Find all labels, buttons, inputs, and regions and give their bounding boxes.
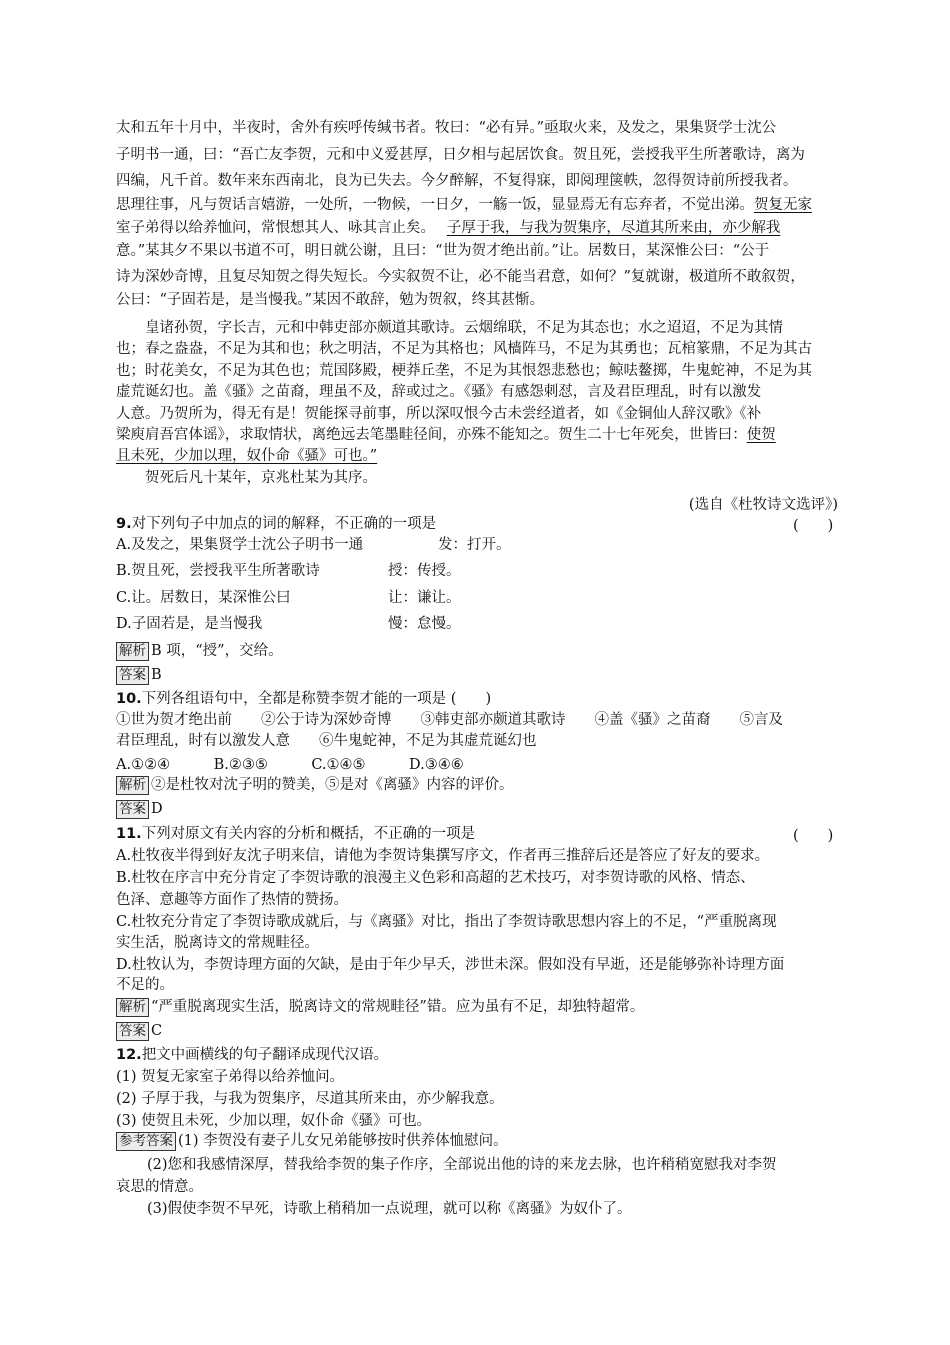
passage-line: 人意。乃贺所为，得无有是！贺能探寻前事，所以深叹恨今古未尝经道者，如《金铜仙人辞汉歌》《补 <box>116 406 762 422</box>
passage-line: 贺死后凡十某年，京兆杜某为其序。 <box>145 470 377 486</box>
option-c: C.让。居数日，某深惟公曰 让：谦让。 <box>116 590 461 606</box>
analysis-label: 解析 <box>116 998 149 1017</box>
question-12-item: (2) 子厚于我，与我为贺集序，尽道其所来由，亦少解我意。 <box>116 1091 504 1107</box>
passage-line: 虚荒诞幻也。盖《骚》之苗裔，理虽不及，辞或过之。《骚》有感怨刺怼，言及君臣理乱，时有以激发 <box>116 384 762 400</box>
analysis-11: 解析 “严重脱离现实生活，脱离诗文的常规畦径”错。应为虽有不足，却独特超常。 <box>116 997 828 1017</box>
question-10-items: ①世为贺才绝出前 ②公于诗为深妙奇博 ③韩吏部亦颇道其歌诗 ④盖《骚》之苗裔 ⑤言及 <box>116 712 783 728</box>
option-d: 不足的。 <box>116 977 174 993</box>
option-c: C.杜牧充分肯定了李贺诗歌成就后，与《离骚》对比，指出了李贺诗歌思想内容上的不足，“严重脱离现 <box>116 914 777 930</box>
passage-line: 梁庾肩吾宫体谣》，求取情状，离绝远去笔墨畦径间，亦殊不能知之。贺生二十七年死矣，世皆曰：使贺 <box>116 427 776 443</box>
underlined-sentence: 使贺 <box>746 427 776 443</box>
passage-line: 思理往事，凡与贺话言嬉游，一处所，一物候，一日夕，一觞一饭，显显焉无有忘弃者，不觉出涕。贺复无家 <box>116 197 812 213</box>
analysis-label: 解析 <box>116 776 149 795</box>
answer-label: 答案 <box>116 666 149 685</box>
option-a: A.及发之，果集贤学士沈公子明书一通 发：打开。 <box>116 537 511 553</box>
answer-10: 答案 D <box>116 799 828 819</box>
question-12-item: (1) 贺复无家室子弟得以给养恤问。 <box>116 1069 345 1085</box>
question-12-item: (3) 使贺且未死，少加以理，奴仆命《骚》可也。 <box>116 1113 432 1129</box>
passage-line: 皇诸孙贺，字长吉，元和中韩吏部亦颇道其歌诗。云烟绵联，不足为其态也；水之迢迢，不足为其情 <box>145 320 783 336</box>
passage-line: 也；春之盎盎，不足为其和也；秋之明洁，不足为其格也；风樯阵马，不足为其勇也；瓦棺篆鼎，不足为其古 <box>116 341 812 357</box>
passage-line: 太和五年十月中，半夜时，舍外有疾呼传缄书者。牧曰：“必有异。”亟取火来，及发之，果集贤学士沈公 <box>116 120 777 136</box>
passage-line: 子明书一通，曰：“吾亡友李贺，元和中义爱甚厚，日夕相与起居饮食。贺且死，尝授我平生所著歌诗，离为 <box>116 147 805 163</box>
underlined-sentence: 贺复无家 <box>754 197 812 213</box>
question-11-stem: 11.下列对原文有关内容的分析和概括，不正确的一项是 <box>116 826 476 842</box>
passage-line: 室子弟得以给养恤问，常恨想其人、咏其言止矣。 子厚于我，与我为贺集序，尽道其所来由，亦少解我 <box>116 220 781 236</box>
answer-label: 参考答案 <box>116 1132 176 1151</box>
answer-11: 答案 C <box>116 1021 828 1041</box>
passage-line: 也；时花美女，不足为其色也；荒国陊殿，梗莽丘垄，不足为其恨怨悲愁也；鲸呿鳌掷，牛鬼蛇神，不足为其 <box>116 363 812 379</box>
reference-answer-line: 哀思的情意。 <box>116 1179 203 1195</box>
underlined-sentence: 子厚于我，与我为贺集序，尽道其所来由，亦少解我 <box>446 220 781 236</box>
answer-blank: ( ) <box>793 828 834 844</box>
option-a: A.杜牧夜半得到好友沈子明来信，请他为李贺诗集撰写序文，作者再三推辞后还是答应了好友的要求。 <box>116 848 770 864</box>
passage-line: 诗为深妙奇博，且复尽知贺之得失短长。今实叙贺不让，必不能当君意，如何？”复就谢，极道所不敢叙贺， <box>116 269 805 285</box>
passage-line: 公曰：“子固若是，是当慢我。”某因不敢辞，勉为贺叙，终其甚惭。 <box>116 292 545 308</box>
answer-label: 答案 <box>116 1022 149 1041</box>
question-10-stem: 10.下列各组语句中，全都是称赞李贺才能的一项是 ( ) <box>116 691 492 707</box>
passage-source: (选自《杜牧诗文选评》) <box>688 497 838 513</box>
option-b: 色泽、意趣等方面作了热情的赞扬。 <box>116 892 348 908</box>
answer-blank: ( ) <box>793 518 834 534</box>
analysis-9: 解析 B 项，“授”，交给。 <box>116 641 828 661</box>
passage-line: 四编，凡千首。数年来东西南北，良为已失去。今夕醉解，不复得寐，即阅理箧帙，忽得贺诗前所授我者。 <box>116 173 798 189</box>
option-b: B.杜牧在序言中充分肯定了李贺诗歌的浪漫主义色彩和高超的艺术技巧，对李贺诗歌的风格、情态、 <box>116 870 755 886</box>
analysis-label: 解析 <box>116 642 149 661</box>
question-12-stem: 12.把文中画横线的句子翻译成现代汉语。 <box>116 1047 389 1063</box>
question-10-items: 君臣理乱，时有以激发人意 ⑥牛鬼蛇神，不足为其虚荒诞幻也 <box>116 733 537 749</box>
reference-answer-line: (3)假使李贺不早死，诗歌上稍稍加一点说理，就可以称《离骚》为奴仆了。 <box>147 1201 632 1217</box>
option-c: 实生活，脱离诗文的常规畦径。 <box>116 935 319 951</box>
reference-answer: 参考答案 (1) 李贺没有妻子儿女兄弟能够按时供养体恤慰问。 <box>116 1131 828 1151</box>
answer-9: 答案 B <box>116 665 828 685</box>
answer-label: 答案 <box>116 800 149 819</box>
reference-answer-line: (2)您和我感情深厚，替我给李贺的集子作序，全部说出他的诗的来龙去脉，也许稍稍宽慰我对李贺 <box>147 1157 777 1173</box>
option-d: D.杜牧认为，李贺诗理方面的欠缺，是由于年少早夭，涉世未深。假如没有早逝，还是能够弥补诗理方面 <box>116 957 785 973</box>
option-b: B.贺且死，尝授我平生所著歌诗 授：传授。 <box>116 563 461 579</box>
question-10-choices: A.①②④ B.②③⑤ C.①④⑤ D.③④⑥ <box>116 757 464 773</box>
option-d: D.子固若是，是当慢我 慢：怠慢。 <box>116 616 461 632</box>
passage-line: 意。”某其夕不果以书道不可，明日就公谢，且曰：“世为贺才绝出前。”让。居数日，某深惟公曰：“公于 <box>116 243 770 259</box>
question-9-stem: 9.对下列句子中加点的词的解释，不正确的一项是 <box>116 516 437 532</box>
analysis-10: 解析 ②是杜牧对沈子明的赞美，⑤是对《离骚》内容的评价。 <box>116 775 828 795</box>
underlined-sentence: 且未死，少加以理，奴仆命《骚》可也。” <box>116 448 378 464</box>
